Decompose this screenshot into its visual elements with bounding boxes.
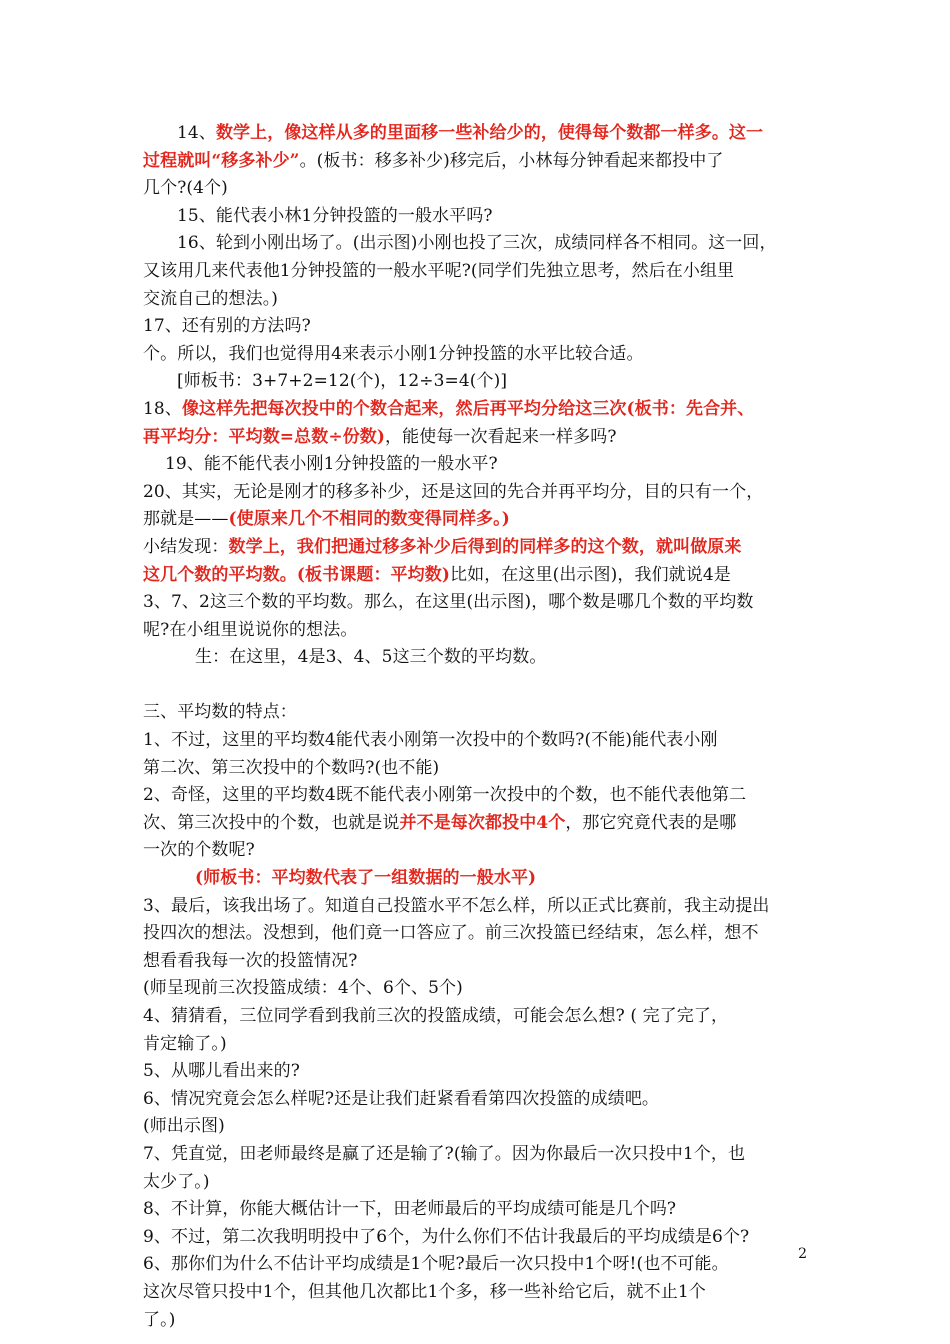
body-text: 一次的个数呢? [143,840,255,861]
body-text: 20、其实，无论是刚才的移多补少，还是这回的先合并再平均分，目的只有一个， [143,481,764,502]
text-line [143,1196,815,1224]
body-text: 小结发现： [143,536,229,557]
text-line [143,203,815,231]
body-text: 第二次、第三次投中的个数吗?(也不能) [143,757,440,778]
body-text: 三、平均数的特点： [143,702,297,723]
body-text: 15、能代表小林1分钟投篮的一般水平吗? [177,205,493,226]
body-text: ，那它究竟代表的是哪 [565,812,737,833]
text-line [143,810,815,838]
body-text: 4、猜猜看，三位同学看到我前三次的投篮成绩，可能会怎么想? ( 完了完了， [143,1006,729,1026]
text-line [143,562,815,590]
body-text: 1、不过，这里的平均数4能代表小刚第一次投中的个数吗?(不能)能代表小刚 [143,730,718,751]
body-text: 17、还有别的方法吗? [143,316,311,337]
body-text: 16、轮到小刚出场了。(出示图)小刚也投了三次，成绩同样各不相同。这一回， [177,233,777,254]
body-text: 比如，在这里(出示图)，我们就说4是 [450,564,731,585]
emphasis-text: 过程就叫“移多补少” [143,150,300,171]
text-line [143,1251,815,1279]
text-line [143,589,815,617]
text-line [143,148,815,176]
emphasis-text: 数学上，我们把通过移多补少后得到的同样多的这个数，就叫做原来 [228,536,742,557]
document-body [143,120,815,1334]
body-text: 。(板书：移多补少)移完后，小林每分钟看起来都投中了 [299,150,724,171]
emphasis-text: 数学上，像这样从多的里面移一些补给少的，使得每个数都一样多。这一 [215,123,764,143]
body-text: 6、情况究竟会怎么样呢?还是让我们赶紧看看第四次投篮的成绩吧。 [143,1088,660,1109]
emphasis-text: 并不是每次都投中4个 [399,812,566,833]
body-text: 14、 [177,123,216,143]
text-line [143,948,815,976]
body-text: 个。所以，我们也觉得用4来表示小刚1分钟投篮的水平比较合适。 [143,343,644,364]
text-line [143,534,815,562]
body-text: 6、那你们为什么不估计平均成绩是1个呢?最后一次只投中1个呀!(也不可能。 [143,1254,729,1275]
body-text: 了。) [143,1309,176,1330]
text-line [143,1307,815,1335]
text-line [143,230,815,258]
body-text: 呢?在小组里说说你的想法。 [143,619,358,640]
body-text: 交流自己的想法。) [143,288,279,309]
blank-line [143,672,815,700]
text-line [143,286,815,314]
text-line [143,1141,815,1169]
body-text: 3、7、2这三个数的平均数。那么，在这里(出示图)，哪个数是哪几个数的平均数 [143,592,754,613]
body-text: (师出示图) [143,1116,225,1137]
text-line [143,727,815,755]
emphasis-text: 这几个数的平均数。(板书课题：平均数) [143,564,450,585]
body-text: 19、能不能代表小刚1分钟投篮的一般水平? [165,454,498,475]
body-text: 生：在这里，4是3、4、5这三个数的平均数。 [195,647,547,668]
text-line [143,865,815,893]
text-line [143,644,815,672]
body-text: 次、第三次投中的个数，也就是说 [143,812,400,833]
body-text: 那就是—— [143,509,229,530]
body-text: 18、 [143,398,182,419]
text-line [143,1003,815,1031]
text-line [143,617,815,645]
body-text: 肯定输了。) [143,1033,227,1054]
text-line [143,782,815,810]
text-line [143,175,815,203]
body-text: 太少了。) [143,1171,210,1192]
emphasis-text: 再平均分：平均数=总数÷份数) [143,426,386,447]
body-text: 7、凭直觉，田老师最终是赢了还是输了?(输了。因为你最后一次只投中1个，也 [143,1143,746,1164]
text-line [143,451,815,479]
emphasis-text: (师板书：平均数代表了一组数据的一般水平) [195,868,537,889]
body-text: [师板书：3+7+2=12(个)，12÷3=4(个)] [177,371,508,392]
body-text: 5、从哪儿看出来的? [143,1061,300,1082]
text-line [143,1224,815,1252]
body-text: 9、不过，第二次我明明投中了6个，为什么你们不估计我最后的平均成绩是6个? [143,1226,750,1247]
page-number: 2 [798,1246,807,1262]
body-text: 几个?(4个) [143,178,228,199]
text-line [143,920,815,948]
text-line [143,313,815,341]
body-text: (师呈现前三次投篮成绩：4个、6个、5个) [143,978,463,999]
text-line [143,1113,815,1141]
text-line [143,1058,815,1086]
text-line [143,1279,815,1307]
body-text: 这次尽管只投中1个，但其他几次都比1个多，移一些补给它后，就不止1个 [143,1281,706,1302]
text-line [143,1169,815,1197]
emphasis-text: (使原来几个不相同的数变得同样多。) [228,509,510,530]
text-line [143,258,815,286]
body-text: 投四次的想法。没想到，他们竟一口答应了。前三次投篮已经结束，怎么样，想不 [143,923,759,944]
text-line [143,396,815,424]
text-line [143,341,815,369]
text-line [143,893,815,921]
text-line [143,1031,815,1059]
emphasis-text: 像这样先把每次投中的个数合起来，然后再平均分给这三次(板书：先合并、 [181,398,755,419]
text-line [143,975,815,1003]
body-text: 又该用几来代表他1分钟投篮的一般水平呢?(同学们先独立思考，然后在小组里 [143,260,735,281]
text-line [143,120,815,148]
body-text: 3、最后，该我出场了。知道自己投篮水平不怎么样，所以正式比赛前，我主动提出 [143,895,770,916]
body-text: 2、奇怪，这里的平均数4既不能代表小刚第一次投中的个数，也不能代表他第二 [143,785,747,806]
text-line [143,699,815,727]
body-text: ，能使每一次看起来一样多吗? [385,426,617,447]
text-line [143,755,815,783]
body-text: 想看看我每一次的投篮情况? [143,950,358,971]
text-line [143,1086,815,1114]
text-line [143,368,815,396]
text-line [143,479,815,507]
text-line [143,837,815,865]
text-line [143,424,815,452]
body-text: 8、不计算，你能大概估计一下，田老师最后的平均成绩可能是几个吗? [143,1199,677,1220]
text-line [143,506,815,534]
